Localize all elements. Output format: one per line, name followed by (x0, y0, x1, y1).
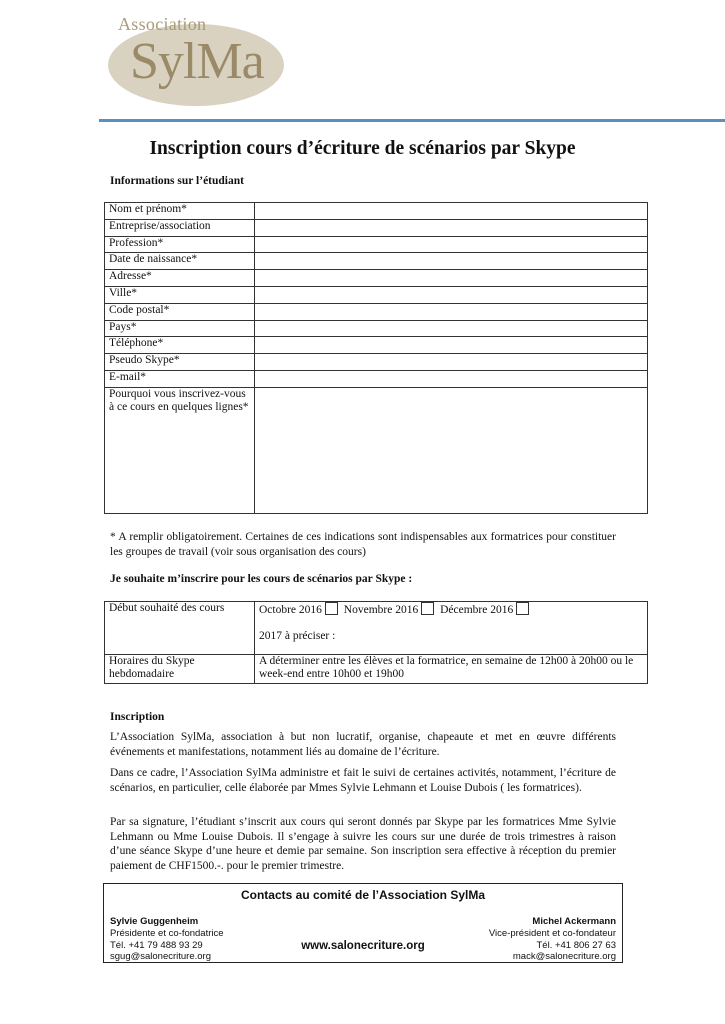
student-field-input[interactable] (255, 253, 648, 270)
course-table (104, 601, 648, 684)
course-section-heading: Je souhaite m’inscrire pour les cours de scénarios par Skype : (110, 573, 413, 585)
schedule-label: Horaires du Skype hebdomadaire (105, 655, 255, 684)
student-field-label: E-mail* (105, 370, 255, 387)
student-field-input[interactable] (255, 203, 648, 220)
contact-right-phone: Tél. +41 806 27 63 (536, 939, 616, 951)
student-field-label: Entreprise/association (105, 219, 255, 236)
student-field-row (105, 270, 648, 287)
page-title: Inscription cours d’écriture de scénarios par Skype (149, 138, 576, 159)
student-field-row (105, 219, 648, 236)
student-info-table (104, 202, 648, 514)
student-field-input[interactable] (255, 236, 648, 253)
student-field-input[interactable] (255, 270, 648, 287)
student-field-input[interactable] (255, 337, 648, 354)
option-december: Décembre 2016 (440, 604, 514, 616)
student-field-row (105, 236, 648, 253)
inscription-heading: Inscription (110, 711, 165, 723)
student-field-row (105, 203, 648, 220)
contacts-box (103, 883, 623, 963)
association-logo (108, 14, 288, 110)
contact-right-name: Michel Ackermann (532, 916, 616, 927)
option-november: Novembre 2016 (343, 604, 419, 616)
logo-top-text: Association (118, 14, 207, 34)
student-field-input[interactable] (255, 219, 648, 236)
option-october: Octobre 2016 (259, 604, 322, 616)
contact-left-email[interactable]: sgug@salonecriture.org (110, 951, 212, 963)
contact-right (489, 916, 616, 963)
student-field-row (105, 253, 648, 270)
header-divider (99, 119, 725, 122)
student-field-input[interactable] (255, 354, 648, 371)
student-field-row (105, 286, 648, 303)
motivation-input[interactable] (255, 387, 648, 513)
checkbox-december[interactable] (516, 602, 529, 615)
student-field-label: Téléphone* (105, 337, 255, 354)
contact-left-name: Sylvie Guggenheim (110, 916, 199, 927)
student-field-label: Adresse* (105, 270, 255, 287)
student-field-label: Profession* (105, 236, 255, 253)
contact-right-email[interactable]: mack@salonecriture.org (512, 951, 616, 963)
schedule-text: A déterminer entre les élèves et la formatrice, en semaine de 12h00 à 20h00 ou le week-end entre 10h00 et 19h00 (255, 655, 648, 684)
start-options-cell (255, 602, 648, 655)
student-field-row (105, 337, 648, 354)
month-options (259, 602, 643, 618)
contact-left-role: Présidente et co-fondatrice (110, 927, 224, 939)
student-field-label: Date de naissance* (105, 253, 255, 270)
start-label: Début souhaité des cours (105, 602, 255, 655)
student-field-row (105, 303, 648, 320)
student-motivation-row (105, 387, 648, 513)
later-option: 2017 à préciser : (259, 630, 336, 642)
inscription-paragraph-3: Par sa signature, l’étudiant s’inscrit aux cours qui seront donnés par Skype par les formatrices Mme Sylvie Lehmann ou Mme Louise Dubois. Il s’engage à suivre les cours sur une durée de trois trimestres à raison d’une séance Skype d’une heure et demie par semaine. Son inscription sera effective à réception du premier paiement de CHF1500.-. pour le premier trimestre. (110, 816, 616, 872)
student-field-row (105, 370, 648, 387)
student-field-label: Pseudo Skype* (105, 354, 255, 371)
contact-right-role: Vice-président et co-fondateur (488, 927, 616, 939)
student-field-row (105, 354, 648, 371)
student-field-input[interactable] (255, 370, 648, 387)
inscription-paragraph-1: L’Association SylMa, association à but non lucratif, organise, chapeaute et met en œuvre différents événements et manifestations, notamment liés au domaine de l’écriture. (110, 731, 616, 758)
motivation-label: Pourquoi vous inscrivez-vous à ce cours en quelques lignes* (105, 387, 255, 513)
contact-left-phone: Tél. +41 79 488 93 29 (110, 939, 203, 951)
student-field-label: Code postal* (105, 303, 255, 320)
mandatory-note: * A remplir obligatoirement. Certaines de ces indications sont indispensables aux formatrices pour constituer les groupes de travail (voir sous organisation des cours) (110, 531, 616, 558)
student-section-heading: Informations sur l’étudiant (110, 175, 244, 187)
student-field-label: Nom et prénom* (105, 203, 255, 220)
student-field-input[interactable] (255, 303, 648, 320)
student-field-label: Pays* (105, 320, 255, 337)
logo-brand-text: SylMa (130, 33, 264, 90)
checkbox-october[interactable] (325, 602, 338, 615)
checkbox-november[interactable] (421, 602, 434, 615)
inscription-paragraph-2: Dans ce cadre, l’Association SylMa administre et fait le suivi de certaines activités, notamment, l’écriture de scénarios, en particulier, celle élaborée par Mmes Sylvie Lehmann et Louise Dubois ( les formatrices). (110, 767, 616, 794)
contacts-heading: Contacts au comité de l’Association SylMa (240, 888, 486, 902)
student-field-label: Ville* (105, 286, 255, 303)
student-field-row (105, 320, 648, 337)
student-field-input[interactable] (255, 320, 648, 337)
student-field-input[interactable] (255, 286, 648, 303)
website-link[interactable]: www.salonecriture.org (301, 940, 425, 952)
